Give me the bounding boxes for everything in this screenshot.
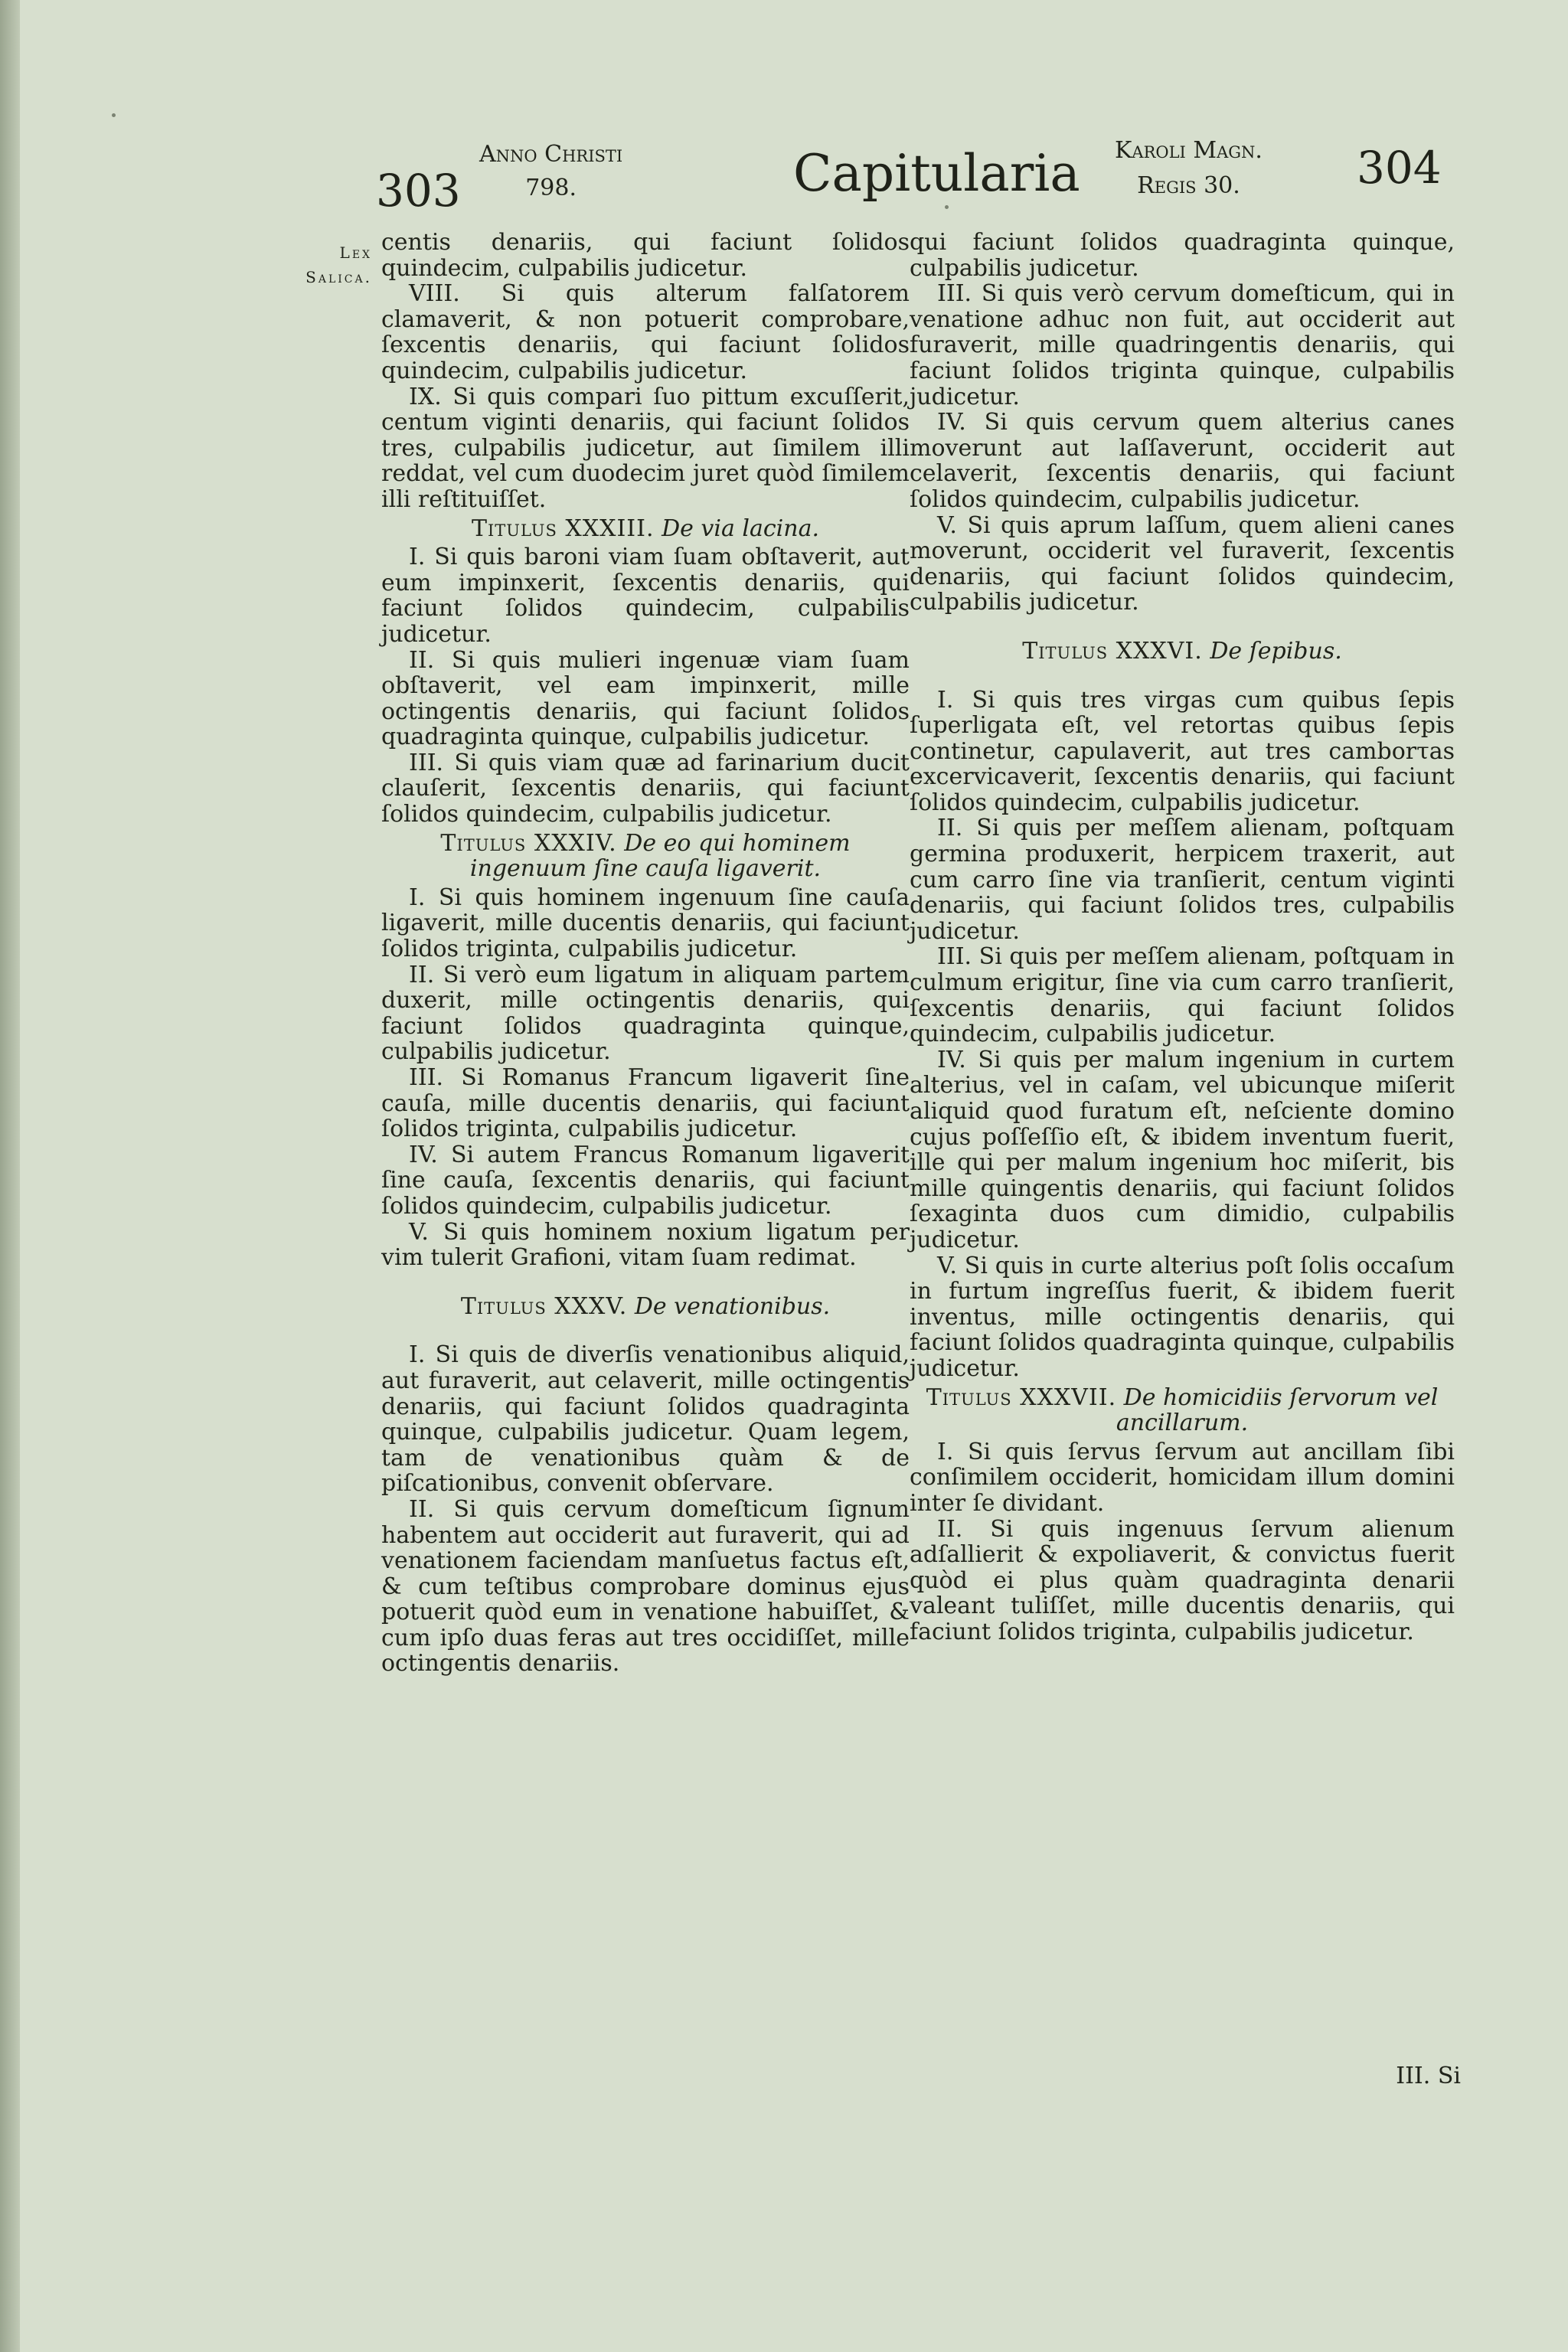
page-number-right: 304 [1357, 142, 1442, 194]
section-title-rubric: De venationibus. [634, 1292, 831, 1320]
section-title-label: Titulus XXXIII. [471, 514, 655, 542]
page-header [20, 115, 1568, 230]
left-column [381, 230, 910, 1677]
running-head-right-top: Karoli Magn. [1115, 137, 1263, 164]
section-title [381, 1294, 910, 1320]
margin-note [280, 240, 372, 289]
running-head-left-top: Anno Christi [479, 141, 623, 168]
catchword: III. Si [1396, 2063, 1461, 2089]
right-column [910, 230, 1455, 1645]
spacer [910, 668, 1455, 688]
section-title-label: Titulus XXXIV. [440, 829, 617, 857]
section-title [910, 639, 1455, 665]
paragraph: III. Si quis viam quæ ad farinarium ducit clauſerit, ſexcentis denariis, qui faciunt ſolidos quindecim, culpabilis judicetur. [381, 749, 910, 828]
section-title-label: Titulus XXXVI. [1022, 637, 1203, 665]
document-page [20, 0, 1568, 2352]
paragraph: II. Si quis per meſſem alienam, poſtquam germina produxerit, herpicem traxerit, aut cum carro ſine via tranſierit, centum viginti denariis, qui faciunt ſolidos tres, culpabilis judicetur. [910, 815, 1455, 945]
paragraph: IX. Si quis compari ſuo pittum excuſſerit, centum viginti denariis, qui faciunt ſolidos tres, culpabilis judicetur, aut ſimilem illi reddat, vel cum duodecim juret quòd ſimilem illi reſtituiſſet. [381, 383, 910, 513]
margin-note-line: Lex [339, 243, 372, 262]
paragraph: III. Si quis per meſſem alienam, poſtquam in culmum erigitur, ſine via cum carro tranſierit, ſexcentis denariis, qui faciunt ſolidos quindecim, culpabilis judicetur. [910, 943, 1455, 1048]
paragraph: centis denariis, qui faciunt ſolidos quindecim, culpabilis judicetur. [381, 229, 910, 282]
spacer [910, 616, 1455, 635]
paragraph: I. Si quis de diverſis venationibus aliquid, aut furaverit, aut celaverit, mille octingentis denariis, qui faciunt ſolidos quadraginta quinque, culpabilis judicetur. Quam legem, tam de venationibus quàm & de piſcationibus, convenit obſervare. [381, 1341, 910, 1498]
section-title-rubric: De via lacina. [662, 514, 820, 542]
section-title [910, 1385, 1455, 1436]
running-head-left-bottom: 798. [525, 175, 577, 201]
running-head-right [1115, 133, 1263, 204]
paragraph: IV. Si autem Francus Romanum ligaverit ſine cauſa, ſexcentis denariis, qui faciunt ſolidos quindecim, culpabilis judicetur. [381, 1141, 910, 1220]
paragraph: IV. Si quis per malum ingenium in curtem alterius, vel in caſam, vel ubicunque miſerit aliquid quod furatum eſt, neſciente domino cujus poſſeſſio eſt, & ibidem inventum fuerit, ille qui per malum ingenium hoc miſerit, bis mille quingentis denariis, qui faciunt ſolidos ſexaginta duos cum dimidio, culpabilis judicetur. [910, 1046, 1455, 1253]
section-title-rubric: De homicidiis ſervorum vel ancillarum. [1116, 1383, 1439, 1437]
paragraph: V. Si quis aprum laſſum, quem alieni canes moverunt, occiderit vel furaverit, ſexcentis denariis, qui faciunt ſolidos quindecim, culpabilis judicetur. [910, 511, 1455, 616]
paragraph: II. Si quis ingenuus ſervum alienum adſallierit & expoliaverit, & convictus fuerit quòd ei plus quàm quadraginta denarii valeant tuliſſet, mille ducentis denariis, qui faciunt ſolidos triginta, culpabilis judicetur. [910, 1515, 1455, 1645]
spacer [381, 1322, 910, 1342]
margin-note-line: Salica. [305, 268, 372, 286]
book-gutter [0, 0, 20, 2352]
paragraph: VIII. Si quis alterum falſatorem clamaverit, & non potuerit comprobare, ſexcentis denariis, qui faciunt ſolidos quindecim, culpabilis judicetur. [381, 280, 910, 384]
running-head-right-bottom: Regis 30. [1137, 172, 1240, 199]
section-title-label: Titulus XXXV. [460, 1292, 628, 1320]
paragraph: V. Si quis in curte alterius poſt ſolis occaſum in furtum ingreſſus fuerit, & ibidem fuerit inventus, mille octingentis denariis, qui faciunt ſolidos quadraginta quinque, culpabilis judicetur. [910, 1252, 1455, 1382]
page-number-left: 303 [376, 165, 461, 217]
paragraph: II. Si quis mulieri ingenuæ viam ſuam obſtaverit, vel eam impinxerit, mille octingentis denariis, qui faciunt ſolidos quadraginta quinque, culpabilis judicetur. [381, 646, 910, 751]
section-title [381, 831, 910, 882]
spacer [381, 1271, 910, 1291]
paragraph: I. Si quis hominem ingenuum ſine cauſa ligaverit, mille ducentis denariis, qui faciunt ſolidos triginta, culpabilis judicetur. [381, 884, 910, 963]
paragraph: IV. Si quis cervum quem alterius canes moverunt aut laſſaverunt, occiderit aut celaverit, ſexcentis denariis, qui faciunt ſolidos quindecim, culpabilis judicetur. [910, 409, 1455, 513]
paragraph: III. Si Romanus Francum ligaverit ſine cauſa, mille ducentis denariis, qui faciunt ſolidos triginta, culpabilis judicetur. [381, 1064, 910, 1143]
section-title-rubric: De eo qui hominem ingenuum ſine cauſa ligaverit. [469, 829, 851, 883]
paragraph: II. Si quis cervum domeſticum ſignum habentem aut occiderit aut furaverit, qui ad venationem faciendam manſuetus factus eſt, & cum teſtibus comprobare dominus ejus potuerit quòd eum in venatione habuiſſet, & cum ipſo duas feras aut tres occidiſſet, mille octingentis denariis. [381, 1495, 910, 1677]
section-title-rubric: De ſepibus. [1210, 637, 1342, 665]
running-head-title: Capitularia [793, 144, 1080, 203]
paragraph: III. Si quis verò cervum domeſticum, qui in venatione adhuc non fuit, aut occiderit aut furaverit, mille quadringentis denariis, qui faciunt ſolidos triginta quinque, culpabilis judicetur. [910, 280, 1455, 410]
running-head-left [479, 138, 622, 205]
paragraph: qui faciunt ſolidos quadraginta quinque, culpabilis judicetur. [910, 229, 1455, 282]
section-title-label: Titulus XXXVII. [926, 1383, 1117, 1411]
paragraph: V. Si quis hominem noxium ligatum per vim tulerit Grafioni, vitam ſuam redimat. [381, 1218, 910, 1272]
paragraph: I. Si quis baroni viam ſuam obſtaverit, aut eum impinxerit, ſexcentis denariis, qui faciunt ſolidos quindecim, culpabilis judicetur. [381, 544, 910, 648]
paragraph: I. Si quis ſervus ſervum aut ancillam ſibi conſimilem occiderit, homicidam illum domini inter ſe dividant. [910, 1438, 1455, 1517]
section-title [381, 516, 910, 542]
paragraph: II. Si verò eum ligatum in aliquam partem duxerit, mille octingentis denariis, qui faciunt ſolidos quadraginta quinque, culpabilis judicetur. [381, 961, 910, 1066]
paragraph: I. Si quis tres virgas cum quibus ſepis ſuperligata eſt, vel retortas quibus ſepis continetur, capulaverit, aut tres camborτas excervicaverit, ſexcentis denariis, qui faciunt ſolidos quindecim, culpabilis judicetur. [910, 686, 1455, 816]
